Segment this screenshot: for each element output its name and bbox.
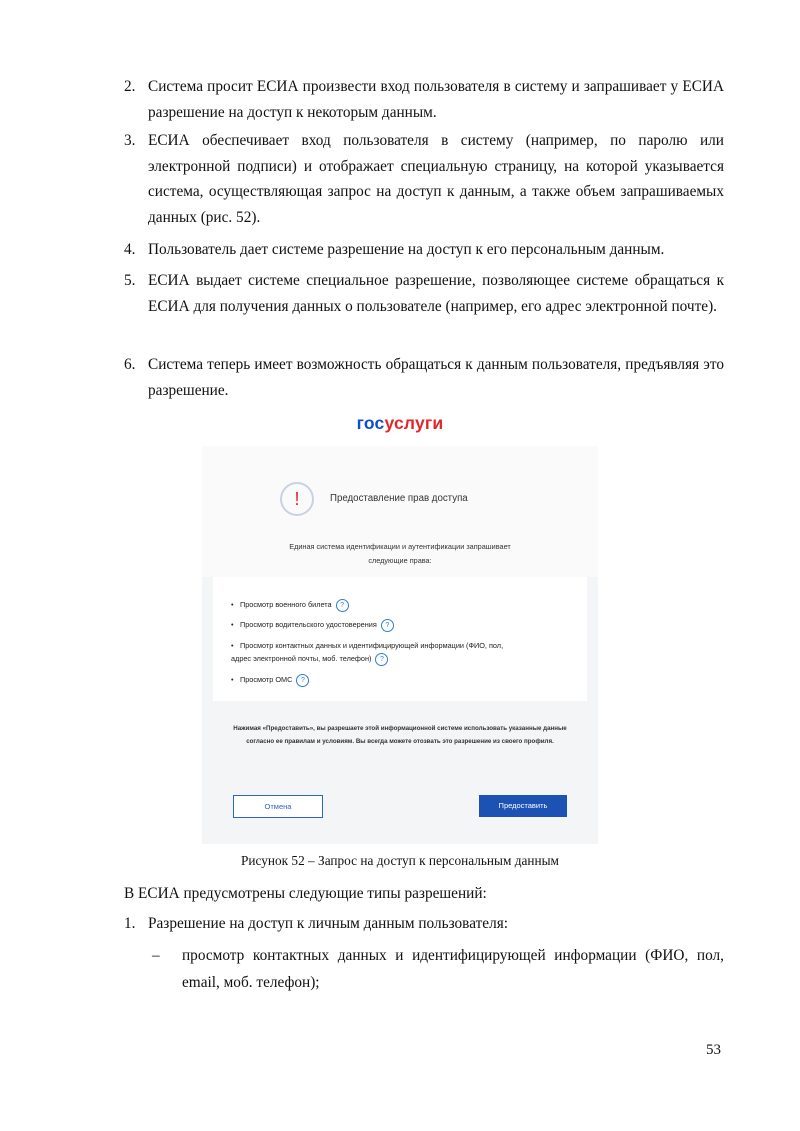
permission-item: [231, 639, 506, 666]
type-number: 1.: [124, 915, 136, 932]
permission-label: Просмотр водительского удостоверения: [240, 620, 377, 629]
step-text: ЕСИА выдает системе специальное разрешение, позволяющее системе обращаться к ЕСИА для получения данных о пользователе (например, его адрес электронной почте).: [148, 272, 724, 315]
help-icon[interactable]: ?: [296, 674, 309, 687]
step-number: 2.: [124, 78, 136, 95]
step-4: [124, 237, 724, 263]
access-request-screenshot: [202, 446, 598, 844]
bullet: •: [231, 600, 234, 609]
alert-icon: !: [280, 482, 314, 516]
page-number: 53: [706, 1042, 721, 1058]
permission-item: [231, 618, 394, 632]
card-header: [202, 446, 598, 577]
permission-type-1: [124, 911, 724, 937]
gosuslugi-logo: [355, 413, 445, 434]
paragraph: В ЕСИА предусмотрены следующие типы разрешений:: [124, 885, 487, 902]
step-text: Система теперь имеет возможность обращаться к данным пользователя, предъявляя это разрешение.: [148, 356, 724, 399]
help-icon[interactable]: ?: [336, 599, 349, 612]
logo-part-uslugi: услуги: [384, 413, 444, 433]
dialog-title: Предоставление прав доступа: [330, 493, 468, 504]
type-text: Разрешение на доступ к личным данным пользователя:: [148, 915, 508, 932]
cancel-button[interactable]: Отмена: [233, 795, 323, 818]
step-text: ЕСИА обеспечивает вход пользователя в систему (например, по паролю или электронной подписи) и отображает специальную страницу, на которой указывается система, осуществляющая запрос на доступ к данным, а также объем запрашиваемых данных (рис. 52).: [148, 132, 724, 226]
figure-caption: Рисунок 52 – Запрос на доступ к персональным данным: [241, 853, 559, 868]
step-3: [124, 128, 724, 230]
bullet: •: [231, 675, 234, 684]
consent-notice: Нажимая «Предоставить», вы разрешаете этой информационной системе использовать указанные данные согласно ее правилам и условиям. Вы всегда можете отозвать это разрешение из своего профиля.: [233, 725, 567, 745]
step-2: [124, 74, 724, 125]
step-6: [124, 352, 724, 403]
step-text: Пользователь дает системе разрешение на доступ к его персональным данным.: [148, 241, 665, 258]
permission-item: [231, 598, 349, 612]
dash: –: [152, 947, 160, 964]
logo-part-gos: гос: [356, 413, 385, 433]
access-card: [202, 446, 598, 844]
step-number: 5.: [124, 272, 136, 289]
permission-label: Просмотр ОМС: [240, 675, 293, 684]
step-number: 3.: [124, 132, 136, 149]
bullet: •: [231, 620, 234, 629]
permission-label: Просмотр военного билета: [240, 600, 332, 609]
permission-label: Просмотр контактных данных и идентифицирующей информации (ФИО, пол, адрес электронной почты, моб. телефон): [231, 641, 504, 663]
step-5: [124, 268, 724, 319]
step-number: 4.: [124, 241, 136, 258]
step-number: 6.: [124, 356, 136, 373]
grant-button[interactable]: Предоставить: [479, 795, 567, 817]
sub-item-text: просмотр контактных данных и идентифицирующей информации (ФИО, пол, email, моб. телефон);: [182, 947, 724, 991]
step-text: Система просит ЕСИА произвести вход пользователя в систему и запрашивает у ЕСИА разрешение на доступ к некоторым данным.: [148, 78, 724, 121]
bullet: •: [231, 641, 234, 650]
help-icon[interactable]: ?: [375, 653, 388, 666]
permissions-list: [213, 577, 587, 701]
help-icon[interactable]: ?: [381, 619, 394, 632]
permission-item: [231, 673, 309, 687]
dialog-subtitle: Единая система идентификации и аутентификации запрашивает следующие права:: [289, 542, 511, 565]
sub-item: [148, 942, 724, 996]
